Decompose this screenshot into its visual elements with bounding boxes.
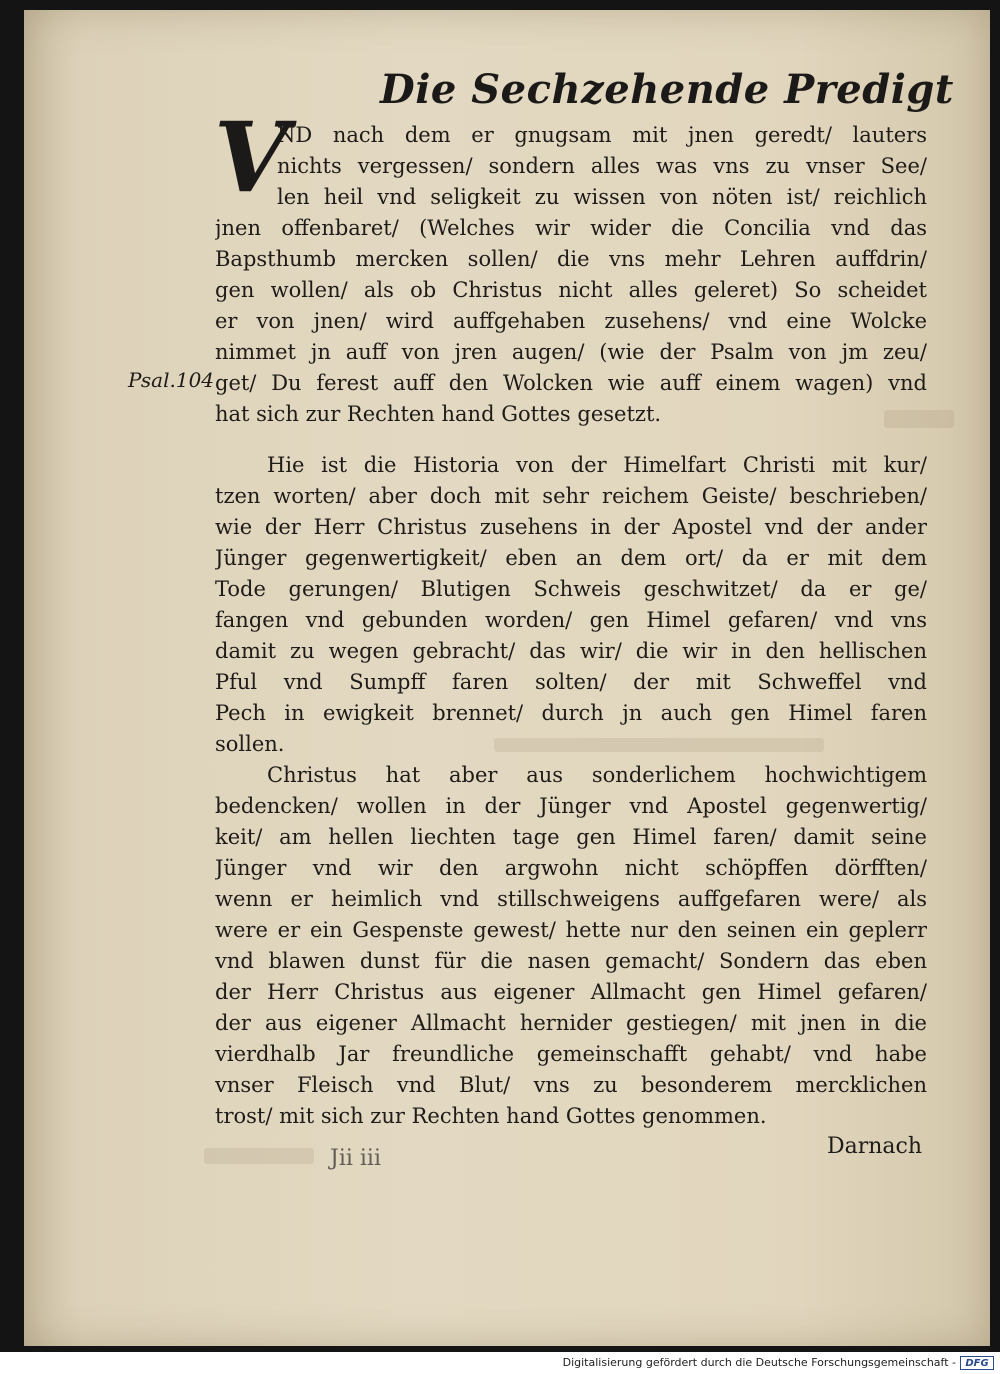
text-line: sollen. (215, 732, 285, 756)
text-line: Hie ist die Historia von der Himelfart Christi mit kur/ (267, 453, 927, 477)
drop-cap: V (214, 101, 289, 214)
text-line: ND nach dem er gnugsam mit jnen geredt/ lauters (277, 123, 927, 147)
text-line: jnen offenbaret/ (Welches wir wider die Concilia vnd das (215, 216, 927, 240)
text-line: Bapsthumb mercken sollen/ die vns mehr Lehren auffdrin/ (215, 247, 927, 271)
text-line: hat sich zur Rechten hand Gottes gesetzt. (215, 402, 662, 426)
text-line: vierdhalb Jar freundliche gemeinschafft gehabt/ vnd habe (215, 1042, 927, 1066)
dfg-logo[interactable]: DFG (960, 1356, 994, 1370)
text-line: vnd blawen dunst für die nasen gemacht/ Sondern das eben (215, 949, 927, 973)
signature-mark: Jii iii (330, 1146, 381, 1171)
text-line: Pech in ewigkeit brennet/ durch jn auch gen Himel faren (215, 701, 927, 725)
funding-credit: Digitalisierung gefördert durch die Deutsche Forschungsgemeinschaft - (562, 1356, 956, 1369)
text-line: Tode gerungen/ Blutigen Schweis geschwitzet/ da er ge/ (215, 577, 927, 601)
text-line: wie der Herr Christus zusehens in der Apostel vnd der ander (215, 515, 927, 539)
text-line: Pful vnd Sumpff faren solten/ der mit Schweffel vnd (215, 670, 927, 694)
text-line: len heil vnd seligkeit zu wissen von nöten ist/ reichlich (277, 185, 927, 209)
text-line: get/ Du ferest auff den Wolcken wie auff einem wagen) vnd (215, 371, 927, 395)
text-line: Christus hat aber aus sonderlichem hochwichtigem (267, 763, 927, 787)
text-line: der aus eigener Allmacht hernider gestiegen/ mit jnen in die (215, 1011, 927, 1035)
body-text (215, 120, 927, 1132)
text-line: der Herr Christus aus eigener Allmacht gen Himel gefaren/ (215, 980, 927, 1004)
catchword: Darnach (826, 1134, 922, 1159)
text-line: fangen vnd gebunden worden/ gen Himel gefaren/ vnd vns (215, 608, 927, 632)
text-line: Jünger gegenwertigkeit/ eben an dem ort/ da er mit dem (215, 546, 927, 570)
text-line: er von jnen/ wird auffgehaben zusehens/ vnd eine Wolcke (215, 309, 927, 333)
text-line: bedencken/ wollen in der Jünger vnd Apostel gegenwertig/ (215, 794, 927, 818)
page-heading: Die Sechzehende Predigt (380, 66, 954, 113)
text-line: gen wollen/ als ob Christus nicht alles geleret) So scheidet (215, 278, 927, 302)
paragraph-gap (215, 430, 927, 450)
text-line: keit/ am hellen liechten tage gen Himel faren/ damit seine (215, 825, 927, 849)
text-line: wenn er heimlich vnd stillschweigens auffgefaren were/ als (215, 887, 927, 911)
text-line: tzen worten/ aber doch mit sehr reichem Geiste/ beschrieben/ (215, 484, 927, 508)
text-line: vnser Fleisch vnd Blut/ vns zu besonderem mercklichen (215, 1073, 927, 1097)
text-line: Jünger vnd wir den argwohn nicht schöpffen dörfften/ (215, 856, 927, 880)
text-line: damit zu wegen gebracht/ das wir/ die wir in den hellischen (215, 639, 927, 663)
footer-bar (0, 1352, 1000, 1374)
text-line: nichts vergessen/ sondern alles was vns zu vnser See/ (277, 154, 927, 178)
text-line: nimmet jn auff von jren augen/ (wie der Psalm von jm zeu/ (215, 340, 927, 364)
text-line: were er ein Gespenste gewest/ hette nur den seinen ein geplerr (215, 918, 927, 942)
bleed-through-mark (204, 1148, 314, 1164)
text-line: trost/ mit sich zur Rechten hand Gottes genommen. (215, 1104, 767, 1128)
margin-note: Psal.104 (128, 368, 215, 392)
